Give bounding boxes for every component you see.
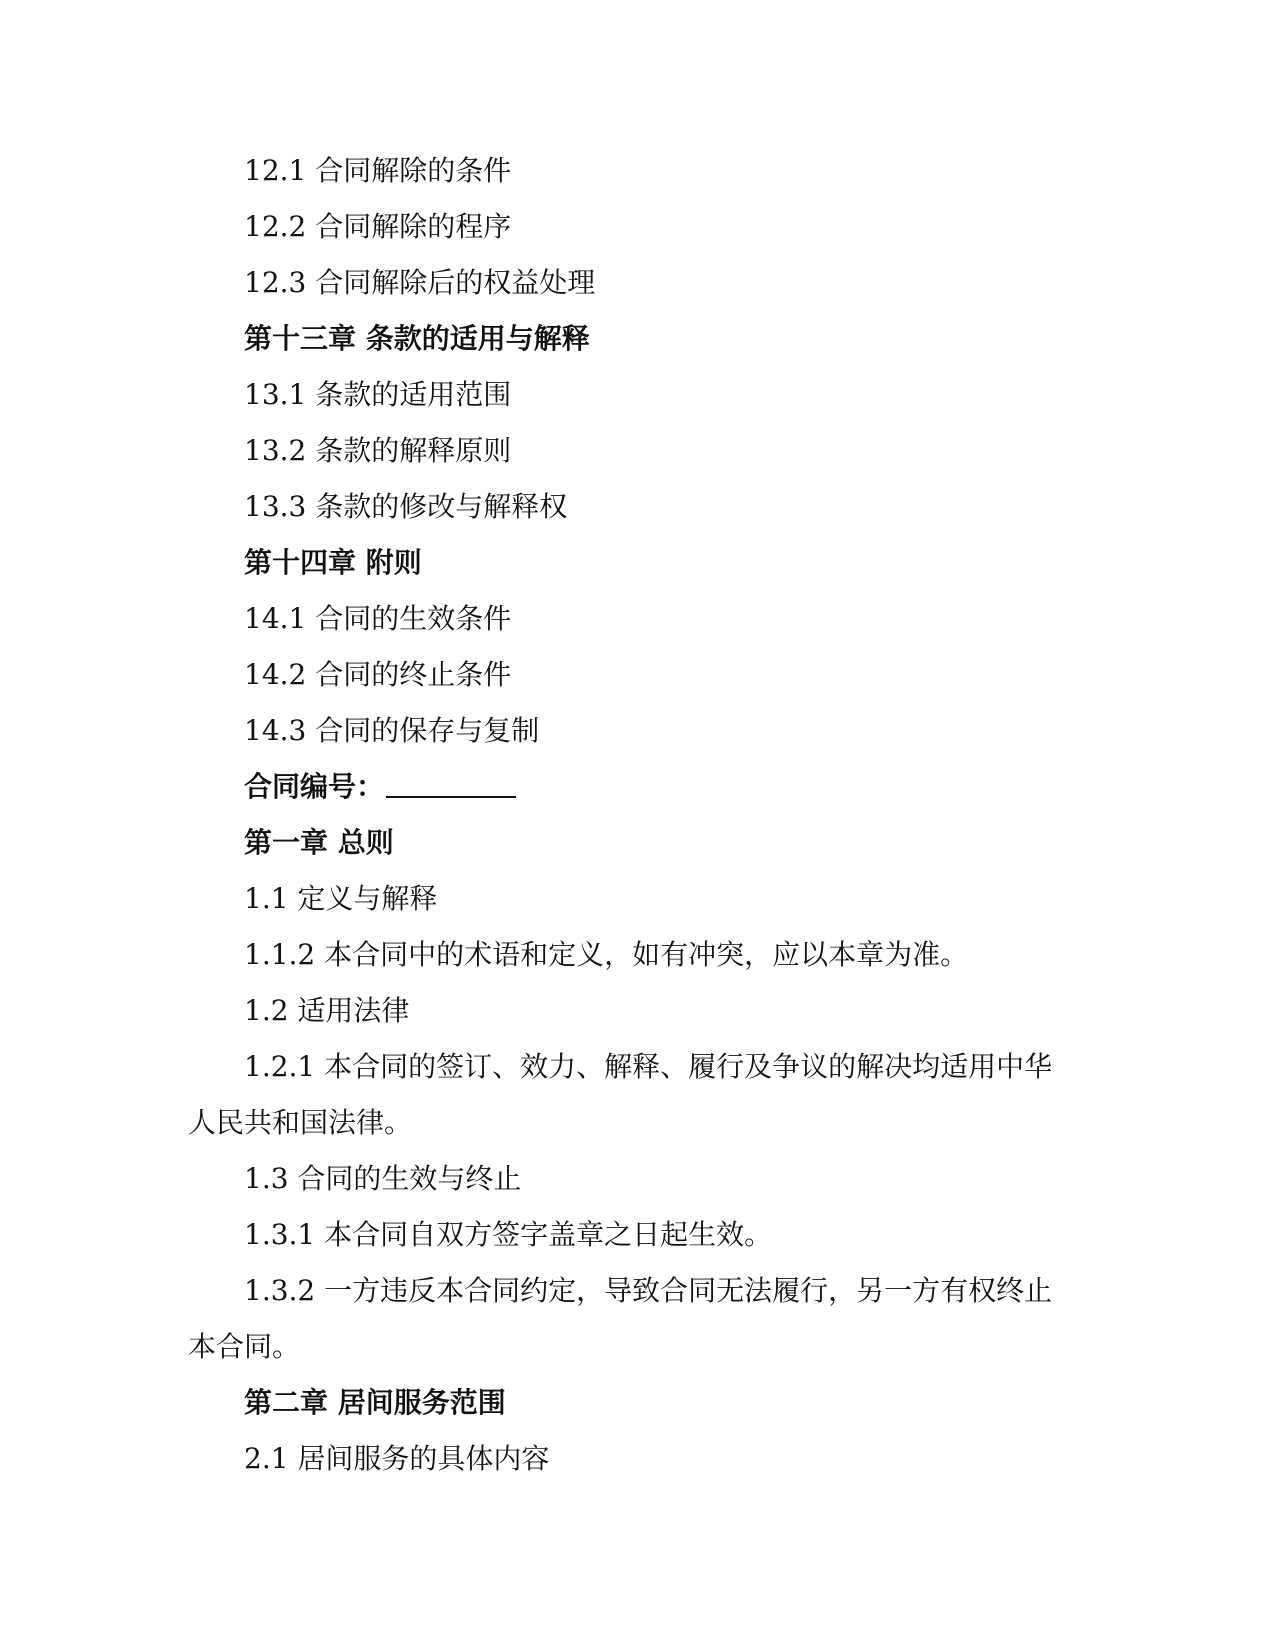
clause-1-3: 1.3 合同的生效与终止 [244, 1162, 522, 1195]
clause-13-1: 13.1 条款的适用范围 [244, 378, 512, 411]
clause-13-2: 13.2 条款的解释原则 [244, 434, 512, 467]
clause-1-3-2: 1.3.2 一方违反本合同约定，导致合同无法履行，另一方有权终止本合同。 [188, 1274, 1053, 1363]
chapter-13-heading: 第十三章 条款的适用与解释 [244, 322, 590, 355]
clause-1-1-2: 1.1.2 本合同中的术语和定义，如有冲突，应以本章为准。 [244, 938, 969, 971]
contract-number-blank [386, 766, 516, 798]
clause-14-2: 14.2 合同的终止条件 [244, 658, 512, 691]
clause-1-1: 1.1 定义与解释 [244, 882, 438, 915]
chapter-2-heading: 第二章 居间服务范围 [244, 1386, 506, 1419]
clause-12-2: 12.2 合同解除的程序 [244, 210, 512, 243]
chapter-14-heading: 第十四章 附则 [244, 546, 422, 579]
clause-1-3-1: 1.3.1 本合同自双方签字盖章之日起生效。 [244, 1218, 773, 1251]
clause-12-1: 12.1 合同解除的条件 [244, 154, 512, 187]
contract-number-line [188, 759, 1068, 815]
chapter-1-heading: 第一章 总则 [244, 826, 394, 859]
clause-13-3: 13.3 条款的修改与解释权 [244, 490, 568, 523]
clause-2-1: 2.1 居间服务的具体内容 [244, 1442, 550, 1475]
clause-1-2: 1.2 适用法律 [244, 994, 410, 1027]
document-body [188, 143, 1068, 1487]
clause-1-2-1: 1.2.1 本合同的签订、效力、解释、履行及争议的解决均适用中华人民共和国法律。 [188, 1050, 1053, 1139]
clause-12-3: 12.3 合同解除后的权益处理 [244, 266, 596, 299]
clause-14-1: 14.1 合同的生效条件 [244, 602, 512, 635]
contract-number-label: 合同编号： [244, 770, 385, 803]
clause-14-3: 14.3 合同的保存与复制 [244, 714, 540, 747]
